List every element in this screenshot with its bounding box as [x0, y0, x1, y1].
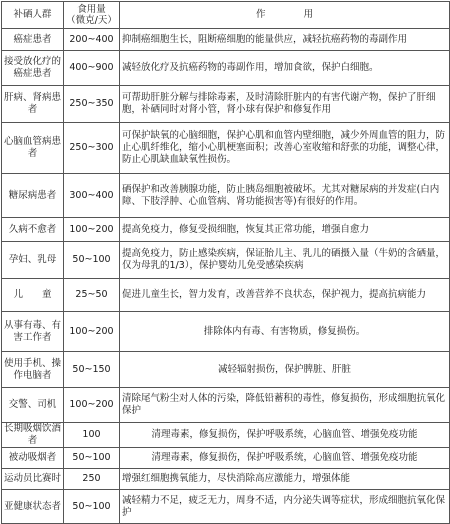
table-row: [2, 312, 450, 352]
row-group: 肝病、肾病患者: [2, 86, 64, 123]
row-group: 运动员比赛时: [2, 469, 64, 490]
row-amount: 50~100: [64, 490, 120, 524]
row-effect: 增强红细胞携氧能力，尽快消除高应激能力，增强体能: [120, 469, 450, 490]
table-row: [2, 123, 450, 174]
table-row: [2, 174, 450, 218]
row-group: 儿 童: [2, 279, 64, 312]
table-row: [2, 218, 450, 242]
row-effect: 减轻辐射损伤，保护脾脏、肝脏: [120, 352, 450, 388]
row-effect: 硒保护和改善胰腺功能，防止胰岛细胞被破坏。尤其对糖尿病的并发症(白内障、下肢浮肿、心血管病、肾功能损害等)有很好的作用。: [120, 174, 450, 218]
row-amount: 50~100: [64, 242, 120, 279]
row-effect: 可保护缺氧的心脑细胞，保护心肌和血管内壁细胞，减少外周血管的阻力，防止心肌纤维化，缩小心肌梗塞面积；改善心室收缩和舒张的功能，调整心律，防止心肌缺血缺氧性损伤。: [120, 123, 450, 174]
table-row: [2, 388, 450, 423]
row-effect: 排除体内有毒、有害物质，修复损伤。: [120, 312, 450, 352]
row-amount: 50~150: [64, 352, 120, 388]
table-row: [2, 242, 450, 279]
row-group: 使用手机、操作电脑者: [2, 352, 64, 388]
row-group: 亚健康状态者: [2, 490, 64, 524]
row-group: 心脑血管病患者: [2, 123, 64, 174]
row-amount: 25~50: [64, 279, 120, 312]
row-group: 久病不愈者: [2, 218, 64, 242]
row-group: 交警、司机: [2, 388, 64, 423]
row-effect: 提高免疫力，防止感染疾病，保证胎儿主、乳儿的硒摄入量（牛奶的含硒量，仅为母乳的1/3），保护婴幼儿免受感染疾病: [120, 242, 450, 279]
row-effect: 提高免疫力，修复受损细胞，恢复其正常功能，增强自愈力: [120, 218, 450, 242]
row-amount: 250~350: [64, 86, 120, 123]
row-group: 从事有毒、有害工作者: [2, 312, 64, 352]
row-amount: 200~400: [64, 29, 120, 51]
row-effect: 减轻精力不足，疲乏无力，周身不适，内分泌失调等症状，形成细胞抗氧化保护: [120, 490, 450, 524]
selenium-intake-table: [1, 1, 450, 524]
header-amount-line1: 食用量: [77, 4, 106, 15]
row-amount: 100~200: [64, 218, 120, 242]
row-amount: 250: [64, 469, 120, 490]
row-effect: 可帮助肝脏分解与排除毒素，及时清除肝脏内的有害代谢产物，保护了肝细胞，补硒同时对肾小管，肾小球有保护和修复作用: [120, 86, 450, 123]
table-row: [2, 469, 450, 490]
row-group: 接受放化疗的癌症患者: [2, 51, 64, 86]
table-row: [2, 51, 450, 86]
header-group: 补硒人群: [2, 2, 64, 29]
row-amount: 100~200: [64, 312, 120, 352]
row-effect: 抑制癌细胞生长，阻断癌细胞的能量供应，减轻抗癌药物的毒副作用: [120, 29, 450, 51]
row-amount: 100: [64, 423, 120, 448]
row-effect: 清理毒素，修复损伤，保护呼吸系统，心脑血管、增强免疫功能: [120, 423, 450, 448]
table-row: [2, 448, 450, 469]
row-group: 孕妇、乳母: [2, 242, 64, 279]
row-amount: 250~300: [64, 123, 120, 174]
table-row: [2, 29, 450, 51]
table-row: [2, 490, 450, 524]
header-amount: [64, 2, 120, 29]
row-amount: 300~400: [64, 174, 120, 218]
row-amount: 400~900: [64, 51, 120, 86]
row-group: 糖尿病患者: [2, 174, 64, 218]
table-row: [2, 352, 450, 388]
row-group: 被动吸烟者: [2, 448, 64, 469]
table-row: [2, 279, 450, 312]
row-amount: 50~100: [64, 448, 120, 469]
row-effect: 清理毒素，修复损伤，保护呼吸系统，心脑血管、增强免疫功能: [120, 448, 450, 469]
row-amount: 100~200: [64, 388, 120, 423]
row-group: 癌症患者: [2, 29, 64, 51]
table-row: [2, 86, 450, 123]
header-amount-line2: （微克/天）: [66, 15, 117, 26]
header-effect: 作 用: [120, 2, 450, 29]
row-effect: 清除尾气粉尘对人体的污染，降低铅蓄积的毒性，修复损伤，形成细胞抗氧化保护: [120, 388, 450, 423]
row-group: 长期吸烟饮酒者: [2, 423, 64, 448]
table-row: [2, 423, 450, 448]
row-effect: 促进儿童生长，智力发育，改善营养不良状态，保护视力，提高抗病能力: [120, 279, 450, 312]
row-effect: 减轻放化疗及抗癌药物的毒副作用，增加食欲，保护白细胞。: [120, 51, 450, 86]
table-header-row: [2, 2, 450, 29]
